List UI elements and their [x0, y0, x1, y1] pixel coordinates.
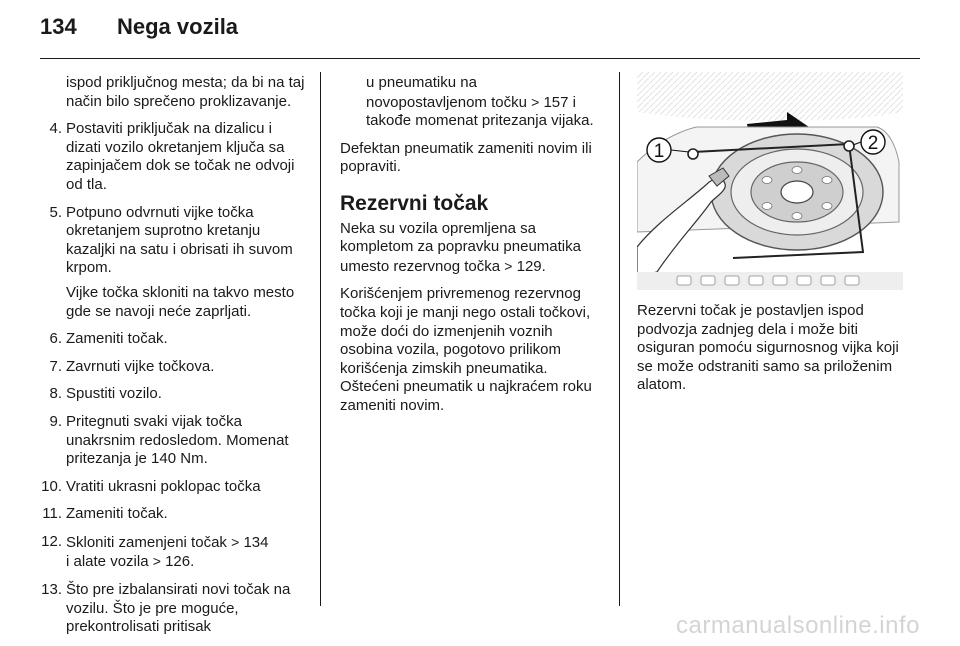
section-title: Nega vozila: [117, 14, 239, 39]
spare-wheel-drawing: [637, 72, 903, 290]
figure-caption: Rezervni točak je postavljen ispod podvozja zadnjeg dela i može biti osiguran pomoću sigurnosnog vijka koji se može odstraniti samo sa priloženim alatom.: [637, 302, 899, 394]
continued-paragraph: [340, 74, 600, 131]
list-item-7: [40, 358, 310, 377]
item-text-continued: i alate vozila: [66, 553, 149, 571]
item-text: Što pre izbalansirati novi točak na vozilu. Što je pre moguće, prekontrolisati pritisak: [66, 581, 291, 636]
item-number: 11.: [42, 505, 62, 523]
list-item-4: [40, 120, 310, 194]
item-text: Postaviti priključak na dizalicu i dizati vozilo okretanjem ključa sa zapinjačem dok se točak ne odvoji od tla.: [66, 120, 295, 193]
item-number: 12.: [41, 532, 62, 550]
item-number: 5.: [49, 203, 62, 221]
list-item-8: [40, 385, 310, 404]
intro-continuation: ispod priključnog mesta; da bi na taj način bilo sprečeno proklizavanje.: [66, 74, 305, 110]
header-rule: [40, 58, 920, 59]
item-text: Zavrnuti vijke točkova.: [66, 357, 215, 375]
list-item-9: [40, 413, 310, 469]
page-ref-arrow-icon: ˃: [231, 533, 240, 550]
page-number: 134: [40, 14, 77, 39]
left-column: [40, 74, 310, 646]
spare-wheel-illustration: [637, 72, 903, 290]
paragraph: [340, 220, 600, 277]
item-text: Spustiti vozilo.: [66, 385, 162, 403]
list-item-13: [40, 581, 310, 637]
callout-1: [647, 138, 671, 162]
item-number: 9.: [49, 412, 62, 430]
paragraph: Defektan pneumatik zameniti novim ili popraviti.: [340, 139, 592, 176]
item-text: Skloniti zamenjeni točak: [66, 533, 227, 551]
item-number: 7.: [49, 357, 62, 375]
item-subparagraph: Vijke točka skloniti na takvo mesto gde se navoji neće zaprljati.: [66, 283, 295, 320]
page-ref-arrow-icon: ˃: [152, 553, 161, 570]
watermark: carmanualsonline.info: [676, 612, 920, 639]
callout-2-label: 2: [867, 133, 879, 154]
item-text: Vratiti ukrasni poklopac točka: [66, 477, 261, 495]
item-text: Zameniti točak.: [66, 505, 168, 523]
page-ref-arrow-icon: ˃: [531, 93, 540, 110]
paragraph-text: Neka su vozila opremljena sa kompletom za popravku pneumatika umesto rezervnog točka: [340, 219, 581, 275]
page-ref-link[interactable]: 157: [543, 93, 569, 111]
page-ref-link[interactable]: 134: [243, 533, 269, 551]
callout-1-label: 1: [653, 141, 665, 162]
item-text: Potpuno odvrnuti vijke točka okretanjem suprotno kretanju kazaljki na satu i obrisati ih suvom krpom.: [66, 203, 293, 277]
item-text: Zameniti točak.: [66, 330, 168, 348]
middle-column: [340, 74, 600, 425]
list-item-5: [40, 204, 310, 322]
page-ref-link[interactable]: 129.: [516, 257, 546, 275]
list-item-11: [40, 505, 310, 524]
page-ref-arrow-icon: ˃: [504, 257, 513, 274]
item-number: 4.: [49, 120, 62, 138]
column-divider-right: [619, 72, 620, 606]
paragraph-text: i takođe momenat pritezanja vijaka.: [366, 93, 594, 130]
paragraph-text: u pneumatiku na novopostavljenom točku: [366, 74, 527, 111]
list-item-6: [40, 330, 310, 349]
item-number: 13.: [41, 581, 62, 599]
item-text: Pritegnuti svaki vijak točka unakrsnim redosledom. Momenat pritezanja je 140 Nm.: [66, 412, 289, 468]
list-item-12: [40, 533, 310, 572]
page-header: [40, 14, 920, 44]
callout-2: [861, 130, 885, 154]
column-divider-left: [320, 72, 321, 606]
paragraph: Korišćenjem privremenog rezervnog točka koji je manji nego ostali točkovi, može doći do izmenjenih voznih osobina vozila, pogotovo prilikom korišćenja zimskih pneumatika. Oštećeni pneumatik u najkraćem roku zameniti novim.: [340, 285, 592, 414]
item-number: 8.: [49, 385, 62, 403]
page-ref-link[interactable]: 126.: [165, 553, 195, 571]
item-number: 6.: [49, 330, 62, 348]
section-heading: Rezervni točak: [340, 191, 489, 215]
item-number: 10.: [41, 477, 62, 495]
list-item-10: [40, 478, 310, 497]
